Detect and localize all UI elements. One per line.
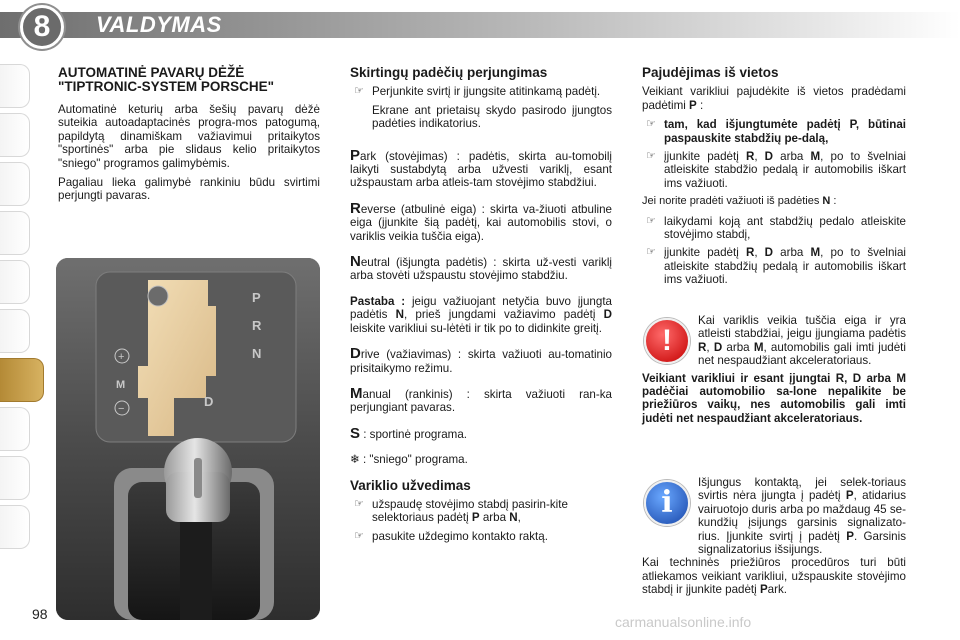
gear-label-p: P	[252, 290, 261, 305]
gear-description-p: Park (stovėjimas) : padėtis, skirta au-tomobilį laikyti sustabdytą arba užvesti variklį, esant užspaustam arba atleis-tam stovėjimo stabdžiui.	[350, 146, 612, 190]
chapter-tab[interactable]	[0, 456, 30, 500]
list-item	[642, 246, 906, 286]
warning-notice	[642, 314, 906, 425]
column-1	[58, 66, 320, 209]
chapter-tab[interactable]	[0, 260, 30, 304]
hand-pointer-icon: ☞	[354, 529, 364, 542]
section-heading: Skirtingų padėčių perjungimas	[350, 65, 548, 80]
info-notice	[642, 476, 906, 597]
hand-pointer-icon: ☞	[646, 214, 656, 227]
gear-label-n: N	[252, 346, 262, 361]
paragraph: Automatinė keturių arba šešių pavarų dėžė suteikia autoadaptacinės progra-mos patogumą, papildytą dinamiškam važiavimui pritaikytos "sportinės" arba pie slidaus kelio pritaikytos "sniego" programos galimybėmis.	[58, 103, 320, 170]
paragraph: Jei norite pradėti važiuoti iš padėties N :	[642, 195, 837, 208]
list-item	[350, 530, 612, 543]
hand-pointer-icon: ☞	[646, 150, 656, 163]
chapter-tab[interactable]	[0, 211, 30, 255]
note-paragraph: Pastaba : jeigu važiuojant netyčia buvo įjungta padėtis N, prieš jungdami važiavimo padėtį D leiskite varikliui su-lėtėti ir tik po to didinkite greitį.	[350, 294, 612, 335]
hand-pointer-icon: ☞	[646, 118, 656, 131]
warning-bold-text: Veikiant varikliui ir esant įjungtai R, D arba M padėčiai automobilio sa-lone nepalikite be priežiūros vaikų, nes automobilis gali imti judėti net nespaudžiant akceleratoriaus.	[642, 371, 906, 425]
paragraph: Veikiant varikliui pajudėkite iš vietos pradėdami padėtimi P :	[642, 85, 906, 112]
section-heading: Variklio užvedimas	[350, 477, 471, 493]
list-item	[642, 150, 906, 190]
gear-label-m: M	[116, 379, 126, 391]
chapter-tab[interactable]	[0, 113, 30, 157]
gear-label-d: D	[204, 394, 214, 409]
gear-label-r: R	[252, 318, 262, 333]
chapter-tab[interactable]	[0, 309, 30, 353]
chapter-tab[interactable]	[0, 162, 30, 206]
warning-icon: !	[644, 318, 690, 364]
list-item	[642, 118, 906, 145]
list-item-text: tam, kad išjungtumėte padėtį P, būtinai paspauskite stabdžių pe-dalą,	[664, 118, 906, 145]
chapter-tab[interactable]	[0, 407, 30, 451]
hand-pointer-icon: ☞	[354, 497, 364, 510]
gear-label-minus: −	[118, 403, 125, 415]
list-item	[642, 215, 906, 242]
page-header	[0, 0, 960, 46]
list-item-text: Perjunkite svirtį ir įjungsite atitinkamą padėtį.	[372, 85, 601, 99]
hand-pointer-icon: ☞	[646, 246, 656, 259]
list-item-text: įjunkite padėtį R, D arba M, po to švelniai atleiskite stabdžių pedalą ir automobilis iškart ims važiuoti.	[664, 246, 906, 287]
paragraph: Ekrane ant prietaisų skydo pasirodo įjungtos padėties indikatorius.	[372, 103, 612, 131]
chapter-tab[interactable]	[0, 64, 30, 108]
program-sport: S : sportinė programa.	[350, 424, 467, 442]
gear-selector-photo	[56, 258, 320, 620]
chapter-tab[interactable]	[0, 505, 30, 549]
paragraph: Pagaliau lieka galimybė rankiniu būdu svirtimi perjungti pavaras.	[58, 176, 320, 203]
gear-description-r: Reverse (atbulinė eiga) : skirta va-žiuoti atbuline eiga (įjunkite šią padėtį, kai automobilis stovi, o variklis veikia tuščia eiga).	[350, 199, 612, 243]
list-item	[350, 498, 612, 525]
info-text: Išjungus kontaktą, jei selek-toriaus svirtis nėra įjungta į padėtį P, atidarius vairuotojo duris arba po maždaug 45 se-kundžių įsijungs garsinis signalizato-rius. Įjunkite svirtį į padėtį P. Garsinis signalizatorius išsijungs.	[698, 476, 906, 557]
column-2	[350, 66, 612, 548]
gear-description-d: Drive (važiavimas) : skirta važiuoti au-tomatinio prisitaikymo režimu.	[350, 345, 612, 375]
section-title: AUTOMATINĖ PAVARŲ DĖŽĖ "TIPTRONIC-SYSTEM PORSCHE"	[58, 65, 275, 94]
list-item	[350, 85, 612, 98]
program-snow: ❄ : "sniego" programa.	[350, 453, 468, 467]
info-text-2: Kai techninės priežiūros procedūros turi būti atliekamos veikiant varikliui, užspauskite stovėjimo stabdį ir įjunkite padėtį Park.	[642, 556, 906, 597]
chapter-number: 8	[20, 5, 64, 49]
list-item-text: užspaudę stovėjimo stabdį pasirin-kite selektoriaus padėtį P arba N,	[372, 497, 568, 525]
snowflake-icon: ❄	[350, 453, 360, 467]
section-heading: Pajudėjimas iš vietos	[642, 65, 779, 80]
watermark: carmanualsonline.info	[615, 614, 752, 630]
list-item-text: pasukite uždegimo kontakto raktą.	[372, 529, 548, 543]
warning-text: Kai variklis veikia tuščia eiga ir yra atleisti stabdžiai, jeigu įjungiama padėtis R, D arba M, automobilis gali imti judėti net nespaudžiant akceleratoriaus.	[698, 314, 906, 368]
hand-pointer-icon: ☞	[354, 85, 364, 98]
gear-description-n: Neutral (išjungta padėtis) : skirta už-vesti variklį arba stovėti užspaustu stovėjimo stabdžiu.	[350, 253, 612, 283]
page-number: 98	[32, 606, 48, 622]
chapter-title: VALDYMAS	[96, 12, 222, 37]
chapter-tabs	[0, 64, 34, 554]
gear-label-plus: +	[118, 351, 125, 363]
gear-description-m: Manual (rankinis) : skirta važiuoti ran-ka perjungiant pavaras.	[350, 384, 612, 415]
chapter-tab-active[interactable]	[0, 358, 44, 402]
info-icon: i	[644, 480, 690, 526]
list-item-text: įjunkite padėtį R, D arba M, po to švelniai atleiskite stabdžio pedalą ir automobilis iškart ims važiuoti.	[664, 150, 906, 190]
column-3	[642, 66, 906, 292]
list-item-text: laikydami koją ant stabdžių pedalo atleiskite stovėjimo stabdį,	[664, 214, 906, 242]
